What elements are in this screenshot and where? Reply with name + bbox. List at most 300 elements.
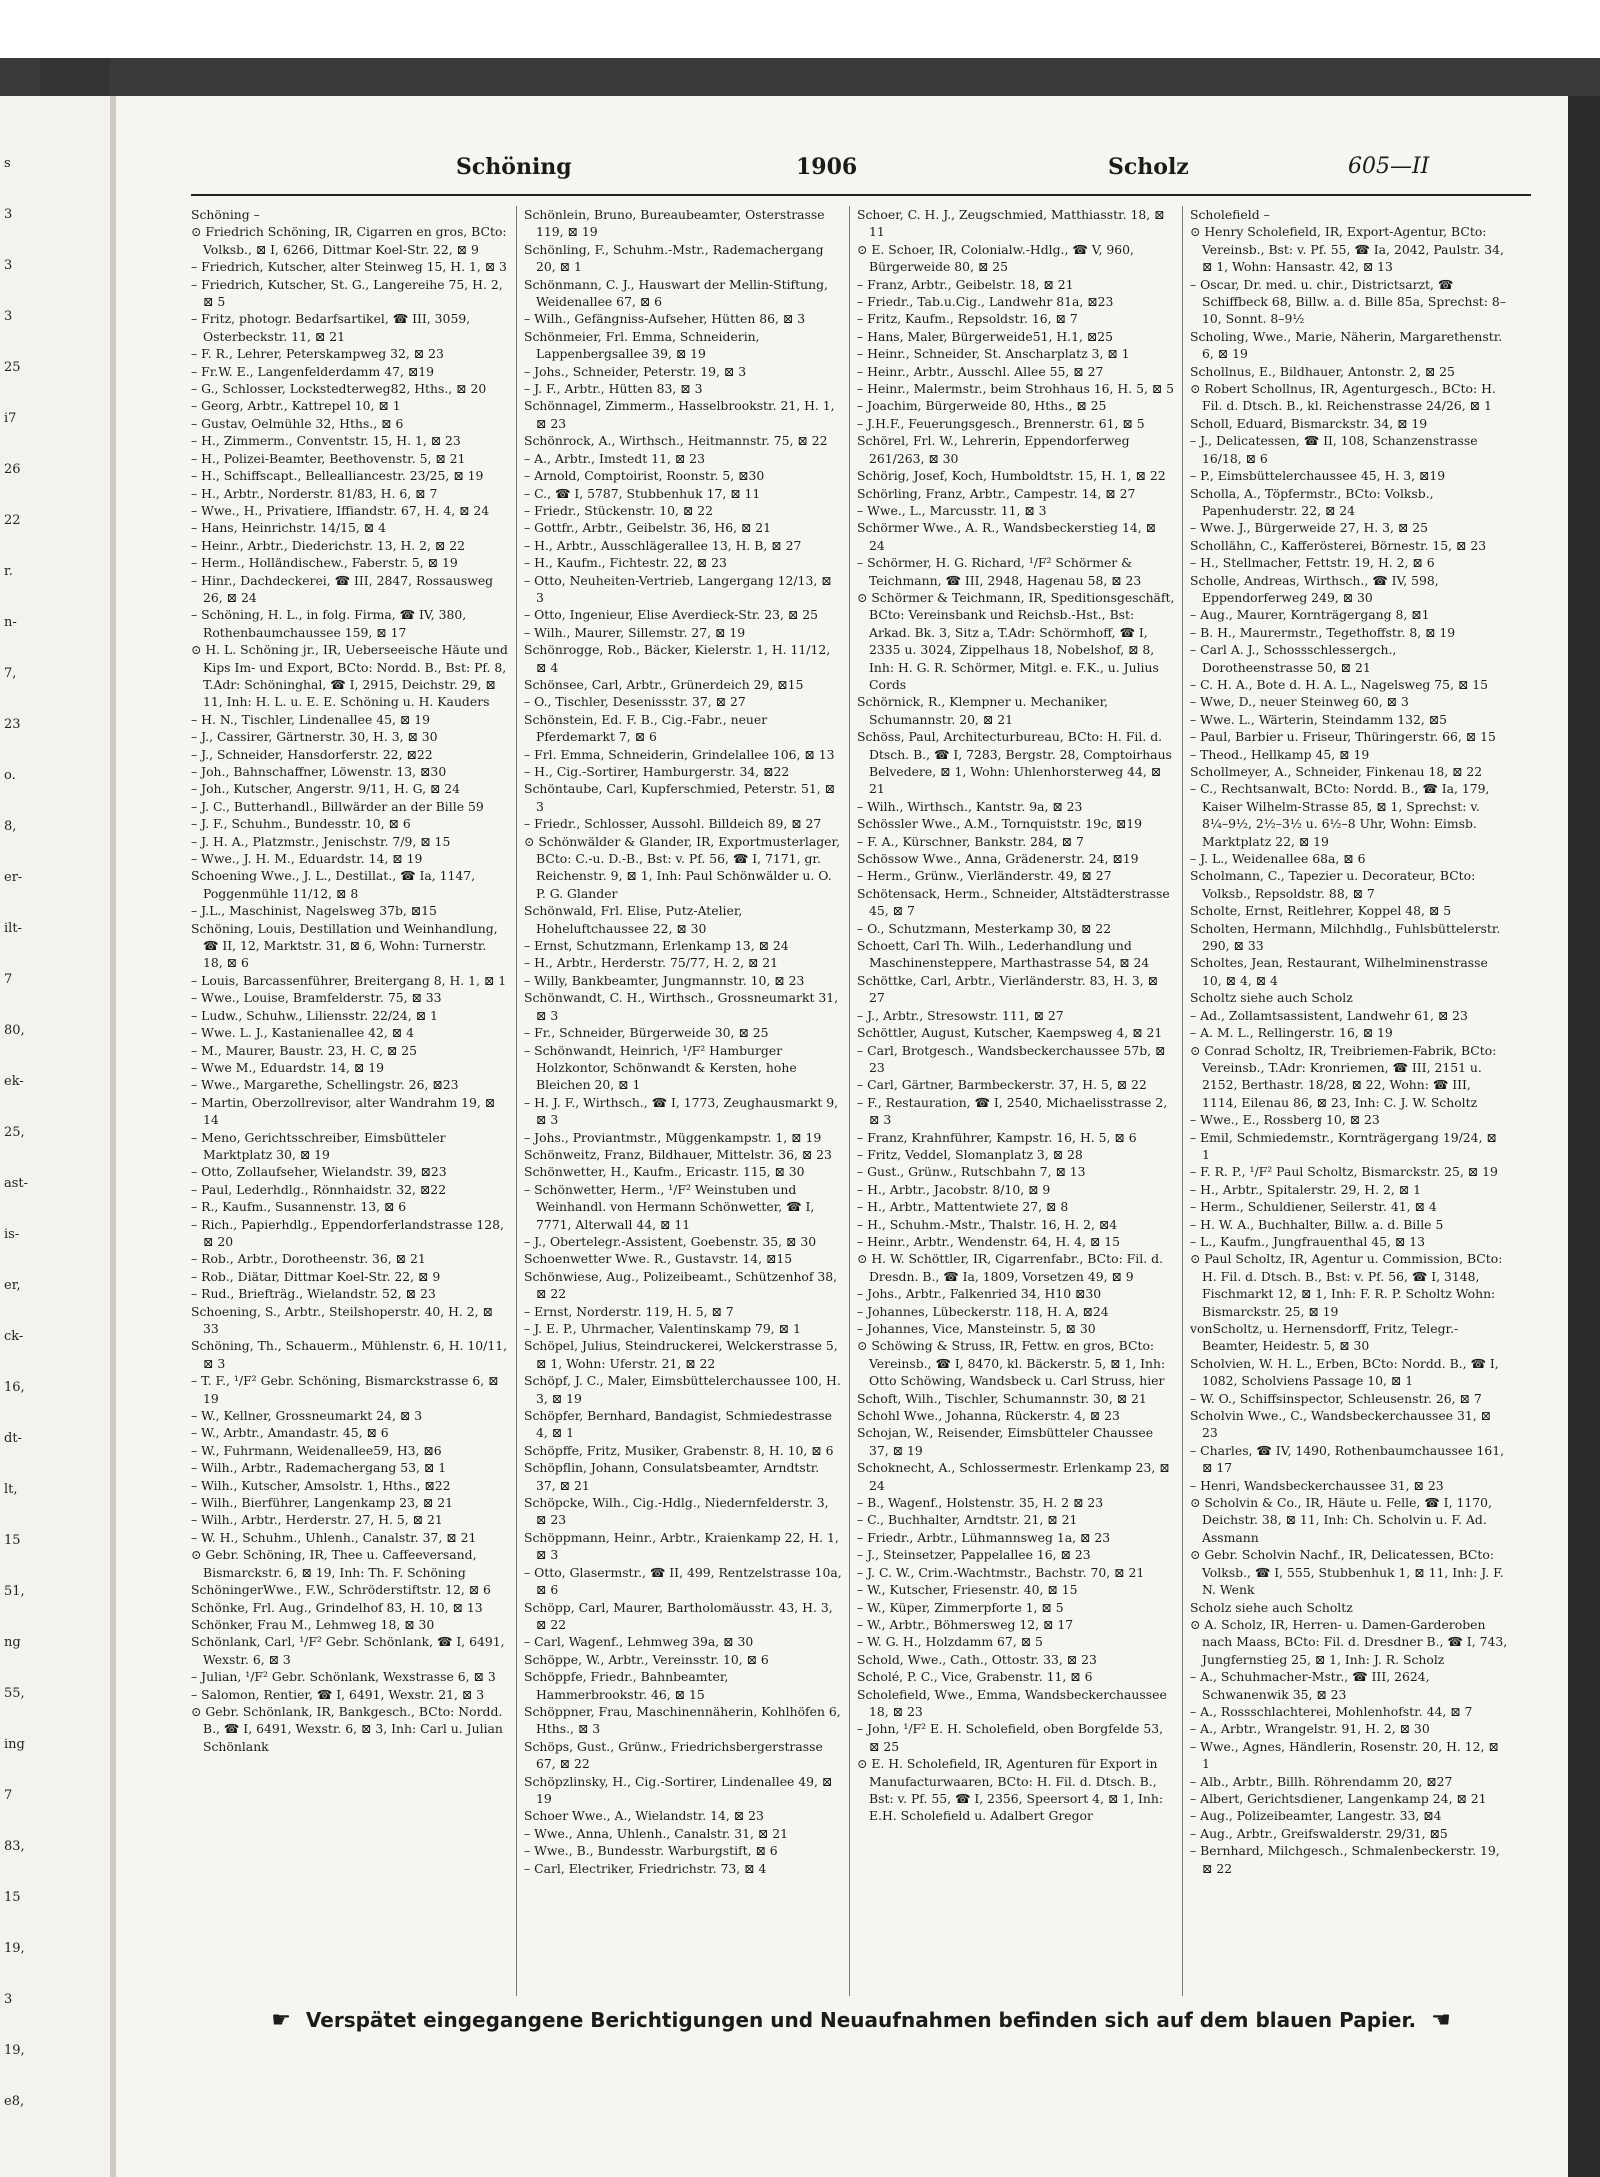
directory-entry: Schöning, Th., Schauerm., Mühlenstr. 6, H. 10/11, ⊠ 3 [191,1338,508,1371]
previous-page-fragment: ng [4,1635,21,1650]
directory-entry: – W. G. H., Holzdamm 67, ⊠ 5 [857,1634,1043,1650]
directory-entry: Schoening, S., Arbtr., Steilshoperstr. 40, H. 2, ⊠ 33 [191,1303,493,1336]
directory-entry: – J., Obertelegr.-Assistent, Goebenstr. 35, ⊠ 30 [524,1233,817,1249]
directory-entry: – B. H., Maurermstr., Tegethoffstr. 8, ⊠ 19 [1190,624,1456,640]
directory-entry: – Friedr., Stückenstr. 10, ⊠ 22 [524,502,713,518]
directory-entry: – G., Schlosser, Lockstedterweg82, Hths., ⊠ 20 [191,381,487,397]
directory-entry: Schöpcke, Wilh., Cig.-Hdlg., Niedernfelderstr. 3, ⊠ 23 [524,1495,829,1528]
previous-page-fragment: 26 [4,462,21,477]
directory-entry: – Ad., Zollamtsassistent, Landwehr 61, ⊠ 23 [1190,1007,1468,1023]
directory-entry: – Wilh., Wirthsch., Kantstr. 9a, ⊠ 23 [857,798,1083,814]
directory-entry: Schönrogge, Rob., Bäcker, Kielerstr. 1, H. 11/12, ⊠ 4 [524,642,831,675]
directory-entry: – Wilh., Gefängniss-Aufseher, Hütten 86, ⊠ 3 [524,311,806,327]
previous-page-fragment: r. [4,564,13,579]
directory-entry: Scholla, A., Töpfermstr., BCto: Volksb., Papenhuderstr. 22, ⊠ 24 [1190,485,1434,518]
directory-entry: Schöning – [191,207,260,222]
directory-entry: – Arnold, Comptoirist, Roonstr. 5, ⊠30 [524,468,765,484]
column-divider [849,206,850,1996]
directory-entry: – Heinr., Arbtr., Diederichstr. 13, H. 2, ⊠ 22 [191,537,466,553]
directory-entry: vonScholtz, u. Hernensdorff, Fritz, Telegr.-Beamter, Heidestr. 5, ⊠ 30 [1190,1321,1459,1354]
directory-entry: – Otto, Glasermstr., ☎ II, 499, Rentzelstrasse 10a, ⊠ 6 [524,1564,842,1598]
directory-entry: – A., Arbtr., Wrangelstr. 91, H. 2, ⊠ 30 [1190,1721,1430,1737]
directory-entry: ⊙ Scholvin & Co., IR, Häute u. Felle, ☎ I, 1170, Deichstr. 38, ⊠ 11, Inh: Ch. Scholvin u. F. Ad. Assmann [1190,1495,1492,1545]
directory-entry: – Wwe M., Eduardstr. 14, ⊠ 19 [191,1059,384,1075]
directory-entry: Schönlein, Bruno, Bureaubeamter, Osterstrasse 119, ⊠ 19 [524,207,825,240]
footer-text: Verspätet eingegangene Berichtigungen und Neuaufnahmen befinden sich auf dem blauen Papier. [305,2008,1417,2032]
directory-entry: – Wilh., Arbtr., Herderstr. 27, H. 5, ⊠ 21 [191,1512,443,1528]
directory-entry: ⊙ Gebr. Schöning, IR, Thee u. Caffeeversand, Bismarckstr. 6, ⊠ 19, Inh: Th. F. Schöning [191,1547,477,1580]
directory-entry: Schönwetter, H., Kaufm., Ericastr. 115, ⊠ 30 [524,1164,805,1180]
directory-entry: Schönmeier, Frl. Emma, Schneiderin, Lappenbergsallee 39, ⊠ 19 [524,328,760,362]
directory-entry: – J.H.F., Feuerungsgesch., Brennerstr. 61, ⊠ 5 [857,415,1145,431]
directory-entry: Scholing, Wwe., Marie, Näherin, Margarethenstr. 6, ⊠ 19 [1190,328,1503,362]
directory-entry: Schoknecht, A., Schlosserme​str. Erlenkamp 23, ⊠ 24 [857,1460,1170,1493]
directory-entry: Scholtes, Jean, Restaurant, Wilhelminenstrasse 10, ⊠ 4, ⊠ 4 [1190,955,1488,988]
directory-entry: Schönker, Frau M., Lehmweg 18, ⊠ 30 [191,1616,435,1632]
directory-entry: Schöppe, W., Arbtr., Vereinsstr. 10, ⊠ 6 [524,1651,769,1667]
previous-page-fragment: 51, [4,1584,25,1599]
directory-entry: Schöpfer, Bernhard, Bandagist, Schmiedestrasse 4, ⊠ 1 [524,1408,832,1441]
directory-entry: Schollnus, E., Bildhauer, Antonstr. 2, ⊠ 25 [1190,363,1455,379]
directory-entry: – H., Arbtr., Spitalerstr. 29, H. 2, ⊠ 1 [1190,1181,1421,1197]
directory-entry: ⊙ Schönwälder & Glander, IR, Exportmusterlager, BCto: C.-u. D.-B., Bst: v. Pf. 56, ☎ I, 7171, gr. Reichenstr. 9, ⊠ 1, Inh: Paul Schönwälder u. O. P. G. Glander [524,833,841,901]
directory-entry: Schönweitz, Franz, Bildhauer, Mittelstr. 36, ⊠ 23 [524,1146,832,1162]
directory-entry: Schoenwetter Wwe. R., Gustavstr. 14, ⊠15 [524,1251,793,1267]
directory-entry: – H., Arbtr., Ausschlägerallee 13, H. B, ⊠ 27 [524,537,802,553]
directory-entry: – John, ¹/F² E. H. Scholefield, oben Borgfelde 53, ⊠ 25 [857,1721,1164,1754]
directory-entry: – Aug., Polizeibeamter, Langestr. 33, ⊠4 [1190,1808,1442,1824]
directory-entry: – H., Schiffscapt., Bellealliancestr. 23/25, ⊠ 19 [191,468,484,484]
directory-entry: – A., Schuhmacher-Mstr., ☎ III, 2624, Schwanenwik 35, ⊠ 23 [1190,1669,1430,1702]
running-header [116,154,1568,194]
directory-entry: Schöpflin, Johann, Consulatsbeamter, Arndtstr. 37, ⊠ 21 [524,1460,820,1493]
directory-entry: – Wilh., Bierführer, Langenkamp 23, ⊠ 21 [191,1495,454,1511]
directory-entry: – Rud., Briefträg., Wielandstr. 52, ⊠ 23 [191,1286,436,1302]
directory-entry: – J. C., Butterhandl., Billwärder an der Bille 59 [191,798,484,814]
column-divider [1182,206,1183,1996]
directory-entry: Schönwiese, Aug., Polizeibeamt., Schützenhof 38, ⊠ 22 [524,1268,838,1302]
directory-entry: – W., Küper, Zimmerpforte 1, ⊠ 5 [857,1599,1064,1615]
directory-entry: – O., Schutzmann, Mesterkamp 30, ⊠ 22 [857,920,1112,936]
directory-entry: – Wwe., Anna, Uhlenh., Canalstr. 31, ⊠ 21 [524,1825,788,1841]
directory-entry: – Carl, Wagenf., Lehmweg 39a, ⊠ 30 [524,1634,754,1650]
directory-entry: – Martin, Oberzollrevisor, alter Wandrahm 19, ⊠ 14 [191,1094,496,1128]
directory-entry: Schötensack, Herm., Schneider, Altstädterstrasse 45, ⊠ 7 [857,885,1170,919]
directory-entry: – Rich., Papierhdlg., Eppendorferlandstrasse 128, ⊠ 20 [191,1216,504,1249]
directory-entry: – Johs., Proviantmstr., Müggenkampstr. 1, ⊠ 19 [524,1129,822,1145]
directory-entry: – Wwe., B., Bundesstr. Warburgstift, ⊠ 6 [524,1843,778,1859]
directory-entry: Scholle, Andreas, Wirthsch., ☎ IV, 598, Eppendorferweg 249, ⊠ 30 [1190,572,1439,605]
directory-entry: Schoening Wwe., J. L., Destillat., ☎ Ia, 1147, Poggenmühle 11/12, ⊠ 8 [191,868,476,901]
directory-entry: – Wilh., Maurer, Sillemstr. 27, ⊠ 19 [524,624,746,640]
pointing-hand-icon: ☚ [1431,2008,1451,2033]
directory-entry: – Heinr., Arbtr., Ausschl. Allee 55, ⊠ 27 [857,363,1104,379]
directory-entry: Schoer Wwe., A., Wielandstr. 14, ⊠ 23 [524,1808,764,1824]
directory-entry: Schöning, Louis, Destillation und Weinhandlung, ☎ II, 12, Marktstr. 31, ⊠ 6, Wohn: Turnerstr. 18, ⊠ 6 [191,920,498,971]
directory-entry: Schössow Wwe., Anna, Grädenerstr. 24, ⊠19 [857,851,1139,867]
column-4 [1190,206,1508,1996]
directory-entry: – Schöning, H. L., in folg. Firma, ☎ IV, 380, Rothenbaumchaussee 159, ⊠ 17 [191,607,467,640]
directory-entry: – Johannes, Vice, Mansteinstr. 5, ⊠ 30 [857,1321,1096,1336]
directory-entry: Scholé, P. C., Vice, Grabenstr. 11, ⊠ 6 [857,1669,1093,1685]
previous-page-fragment: 19, [4,2043,25,2058]
directory-entry: – J., Arbtr., Stresowstr. 111, ⊠ 27 [857,1007,1064,1023]
previous-page-fragment: ek- [4,1074,24,1089]
directory-entry: Schöttke, Carl, Arbtr., Vierländerstr. 83, H. 3, ⊠ 27 [857,972,1159,1006]
directory-entry: – C., Buchhalter, Arndtstr. 21, ⊠ 21 [857,1512,1078,1528]
directory-entry: – Oscar, Dr. med. u. chir., Districtsarzt, ☎ Schiffbeck 68, Billw. a. d. Bille 85a, Sprechst: 8–10, Sonnt. 8–9½ [1190,276,1506,327]
directory-entry: – Hinr., Dachdeckerei, ☎ III, 2847, Rossausweg 26, ⊠ 24 [191,572,494,605]
directory-entry: Schöttler, August, Kutscher, Kaempsweg 4, ⊠ 21 [857,1025,1163,1041]
directory-entry: – H., Polizei-Beamter, Beethovenstr. 5, ⊠ 21 [191,450,466,466]
previous-page-fragment: n- [4,615,17,630]
directory-entry: Schönsee, Carl, Arbtr., Grünerdeich 29, ⊠15 [524,676,804,692]
previous-page-fragment: is- [4,1227,20,1242]
directory-entry: – Wwe. L., Wärterin, Steindamm 132, ⊠5 [1190,711,1448,727]
scan-dark-corner [40,58,110,96]
directory-entry: – Schönwetter, Herm., ¹/F² Weinstuben und Weinhandl. von Hermann Schönwetter, ☎ I, 7771, Alterwall 44, ⊠ 11 [524,1181,815,1232]
directory-entry: – H. W. A., Buchhalter, Billw. a. d. Bille 5 [1190,1216,1444,1232]
directory-entry: – C. H. A., Bote d. H. A. L., Nagelsweg 75, ⊠ 15 [1190,676,1489,692]
directory-entry: Schöpzlinsky, H., Cig.-Sortirer, Lindenallee 49, ⊠ 19 [524,1773,833,1806]
directory-entry: – Heinr., Arbtr., Wendenstr. 64, H. 4, ⊠ 15 [857,1233,1120,1249]
previous-page-fragment: 15 [4,1533,21,1548]
directory-entry: Schollmeyer, A., Schneider, Finkenau 18, ⊠ 22 [1190,764,1483,779]
directory-entry: – Ernst, Norderstr. 119, H. 5, ⊠ 7 [524,1303,734,1319]
directory-entry: Schöpffe, Fritz, Musiker, Grabenstr. 8, H. 10, ⊠ 6 [524,1442,834,1458]
previous-page-fragment: ilt- [4,921,22,936]
directory-page [116,96,1568,2177]
header-last-entry: Scholz [1108,154,1189,180]
directory-entry: – B., Wagenf., Holstenstr. 35, H. 2 ⊠ 23 [857,1495,1104,1511]
directory-entry: Schold, Wwe., Cath., Ottostr. 33, ⊠ 23 [857,1651,1097,1667]
directory-entry: – J. E. P., Uhrmacher, Valentinskamp 79, ⊠ 1 [524,1321,801,1336]
directory-entry: – Johs., Schneider, Peterstr. 19, ⊠ 3 [524,363,747,379]
directory-entry: – Rob., Arbtr., Dorotheenstr. 36, ⊠ 21 [191,1251,426,1267]
directory-entry: – Joh., Bahnschaffner, Löwenstr. 13, ⊠30 [191,764,447,779]
directory-entry: – Fritz, Kaufm., Repsoldstr. 16, ⊠ 7 [857,311,1078,327]
directory-entry: ⊙ H. L. Schöning jr., IR, Ueberseeische Häute und Kips Im- und Export, BCto: Nordd. B., Bst: Pf. 8, T.Adr: Schöninghal, ☎ I, 2915, Deichstr. 29, ⊠ 11, Inh: H. L. u. E. E. Schöning u. H. Kauders [191,642,508,710]
directory-entry: Schohl Wwe., Johanna, Rückerstr. 4, ⊠ 23 [857,1408,1120,1424]
directory-entry: – W., Kutscher, Friesenstr. 40, ⊠ 15 [857,1582,1078,1598]
previous-page-fragment: ck- [4,1329,24,1344]
column-3 [857,206,1175,1996]
header-first-entry: Schöning [456,154,572,180]
directory-entry: Schörmer Wwe., A. R., Wandsbeckerstieg 14, ⊠ 24 [857,520,1157,553]
directory-entry: Schöps, Gust., Grünw., Friedrichsbergerstrasse 67, ⊠ 22 [524,1738,823,1772]
directory-entry: – W., Kellner, Grossneumarkt 24, ⊠ 3 [191,1408,423,1424]
directory-entry: – Fritz, photogr. Bedarfsartikel, ☎ III, 3059, Osterbeckstr. 11, ⊠ 21 [191,311,471,344]
directory-entry: Schöppner, Frau, Maschinennäherin, Kohlhöfen 6, Hths., ⊠ 3 [524,1703,841,1737]
directory-entry: – Wwe., L., Marcusstr. 11, ⊠ 3 [857,502,1047,518]
directory-entry: – R., Kaufm., Susannenstr. 13, ⊠ 6 [191,1199,407,1215]
directory-entry: – Emil, Schmiedemstr., Kornträgergang 19/24, ⊠ 1 [1190,1129,1497,1162]
directory-entry: – Wwe., Agnes, Händlerin, Rosenstr. 20, H. 12, ⊠ 1 [1190,1738,1499,1772]
previous-page-fragment: er, [4,1278,21,1293]
directory-entry: – Heinr., Schneider, St. Anscharplatz 3, ⊠ 1 [857,346,1130,362]
previous-page-fragment: 3 [4,207,13,222]
directory-entry: Schönlank, Carl, ¹/F² Gebr. Schönlank, ☎ I, 6491, Wexstr. 6, ⊠ 3 [191,1634,505,1667]
directory-entry: – T. F., ¹/F² Gebr. Schöning, Bismarckstrasse 6, ⊠ 19 [191,1373,499,1406]
directory-entry: – Gustav, Oelmühle 32, Hths., ⊠ 6 [191,415,404,431]
previous-page-fragment: 7 [4,972,13,987]
directory-entry: ⊙ H. W. Schöttler, IR, Cigarrenfabr., BCto: Fil. d. Dresdn. B., ☎ Ia, 1809, Vorsetzen 49, ⊠ 9 [857,1251,1163,1284]
directory-entry: – Henri, Wandsbeckerchaussee 31, ⊠ 23 [1190,1477,1444,1493]
directory-entry: – Carl A. J., Schossschlessergch., Dorotheenstrasse 50, ⊠ 21 [1190,642,1397,675]
directory-entry: – W., Fuhrmann, Weidenallee59, H3, ⊠6 [191,1442,442,1458]
directory-entry: – Wwe., E., Rossberg 10, ⊠ 23 [1190,1112,1380,1128]
directory-entry: – Aug., Maurer, Kornträgergang 8, ⊠1 [1190,607,1430,623]
directory-entry: – Ludw., Schuhw., Liliensstr. 22/24, ⊠ 1 [191,1007,438,1023]
directory-entry: Schoett, Carl Th. Wilh., Lederhandlung und Maschinensteppere, Marthastrasse 54, ⊠ 24 [857,938,1150,971]
previous-page-fragment: 3 [4,309,13,324]
previous-page-fragment: e8, [4,2094,25,2109]
directory-entry: Schöntaube, Carl, Kupferschmied, Peterstr. 51, ⊠ 3 [524,781,835,814]
directory-entry: ⊙ Friedrich Schöning, IR, Cigarren en gros, BCto: Volksb., ⊠ I, 6266, Dittmar Koel-Str. 22, ⊠ 9 [191,224,507,257]
directory-entry: – Johs., Arbtr., Falkenried 34, H10 ⊠30 [857,1286,1102,1302]
directory-entry: – J. F., Arbtr., Hütten 83, ⊠ 3 [524,381,703,397]
previous-page-fragment: er- [4,870,23,885]
previous-page-fragment: 23 [4,717,21,732]
directory-entry: – Johannes, Lübeckerstr. 118, H. A, ⊠24 [857,1303,1109,1319]
directory-entry: – J., Schneider, Hansdorferstr. 22, ⊠22 [191,746,433,762]
directory-entry: – H., Zimmerm., Conventstr. 15, H. 1, ⊠ 23 [191,433,461,449]
directory-entry: – H., Kaufm., Fichtestr. 22, ⊠ 23 [524,555,727,571]
directory-entry: – J. F., Schuhm., Bundesstr. 10, ⊠ 6 [191,816,411,832]
directory-entry: Scholvien, W. H. L., Erben, BCto: Nordd. B., ☎ I, 1082, Scholviens Passage 10, ⊠ 1 [1190,1355,1499,1389]
directory-entry: – J. H. A., Platzmstr., Jenischstr. 7/9, ⊠ 15 [191,833,451,849]
directory-entry: – Herm., Holländischew., Faberstr. 5, ⊠ 19 [191,555,458,571]
previous-page-fragment: 80, [4,1023,25,1038]
scan-right-edge [1568,96,1600,2177]
directory-entry: – Bernhard, Milchgesch., Schmalenbeckerstr. 19, ⊠ 22 [1190,1843,1500,1876]
directory-entry: – Gust., Grünw., Rutschbahn 7, ⊠ 13 [857,1164,1086,1180]
directory-entry: ⊙ Schöwing & Struss, IR, Fettw. en gros, BCto: Vereinsb., ☎ I, 8470, kl. Bäckerstr. 5, ⊠ 1, Inh: Otto Schöwing, Wandsbeck u. Carl Struss, hier [857,1338,1166,1389]
header-year: 1906 [796,154,858,180]
directory-entry: – Albert, Gerichtsdiener, Langenkamp 24, ⊠ 21 [1190,1790,1487,1806]
directory-entry: Schöss, Paul, Architecturbureau, BCto: H. Fil. d. Dtsch. B., ☎ I, 7283, Bergstr. 28, Comptoirhaus Belvedere, ⊠ 1, Wohn: Uhlenhorsterweg 44, ⊠ 21 [857,729,1172,797]
directory-entry: Schönke, Frl. Aug., Grindelhof 83, H. 10, ⊠ 13 [191,1599,483,1615]
previous-page-fragment: o. [4,768,16,783]
directory-entry: – Fritz, Veddel, Slomanplatz 3, ⊠ 28 [857,1146,1083,1162]
header-rule [191,194,1531,196]
directory-entry: – A., Arbtr., Imstedt 11, ⊠ 23 [524,450,705,466]
directory-entry: Schöpf, J. C., Maler, Eimsbüttelerchaussee 100, H. 3, ⊠ 19 [524,1373,841,1406]
directory-entry: – Carl, Electriker, Friedrichstr. 73, ⊠ 4 [524,1860,767,1876]
previous-page-fragment: 55, [4,1686,25,1701]
previous-page-fragment: i7 [4,411,17,426]
previous-page-fragment: 19, [4,1941,25,1956]
directory-entry: – Wilh., Arbtr., Rademachergang 53, ⊠ 1 [191,1460,447,1476]
directory-entry: ⊙ Schörmer & Teichmann, IR, Speditionsgeschäft, BCto: Vereinsbank und Reichsb.-Hst., Bst: Arkad. Bk. 3, Sitz a, T.Adr: Schörmhoff, ☎ I, 2335 u. 3024, Zippelhaus 18, Nobelshof, ⊠ 8, Inh: H. G. R. Schörmer, Mitgl. e. F.K., u. Julius Cords [857,589,1175,692]
directory-entry: Schörel, Frl. W., Lehrerin, Eppendorferweg 261/263, ⊠ 30 [857,433,1130,466]
previous-page-fragment: 7, [4,666,17,681]
directory-entry: SchöningerWwe., F.W., Schröderstiftstr. 12, ⊠ 6 [191,1582,491,1598]
directory-entry: – Alb., Arbtr., Billh. Röhrendamm 20, ⊠27 [1190,1773,1453,1789]
directory-entry: Schöppfe, Friedr., Bahnbeamter, Hammerbrookstr. 46, ⊠ 15 [524,1669,729,1702]
directory-entry: Scholefield – [1190,207,1270,222]
directory-entry: Schönrock, A., Wirthsch., Heitmannstr. 75, ⊠ 22 [524,433,828,449]
directory-entry: – J., Steinsetzer, Pappelallee 16, ⊠ 23 [857,1547,1091,1563]
directory-entry: – J. C. W., Crim.-Wachtmstr., Bachstr. 70, ⊠ 21 [857,1564,1145,1580]
previous-page-fragment: 15 [4,1890,21,1905]
previous-page-fragment: 25 [4,360,21,375]
directory-entry: – Paul, Lederhdlg., Rönnhaidstr. 32, ⊠22 [191,1181,447,1197]
directory-entry: ⊙ Henry Scholefield, IR, Export-Agentur, BCto: Vereinsb., Bst: v. Pf. 55, ☎ Ia, 2042, Paulstr. 34, ⊠ 1, Wohn: Hansastr. 42, ⊠ 13 [1190,224,1504,275]
directory-entry: – J., Delicatessen, ☎ II, 108, Schanzenstrasse 16/18, ⊠ 6 [1190,433,1478,466]
directory-entry: Schönmann, C. J., Hauswart der Mellin-Stiftung, Weidenallee 67, ⊠ 6 [524,276,828,310]
directory-entry: ⊙ A. Scholz, IR, Herren- u. Damen-Garderoben nach Maass, BCto: Fil. d. Dresdner B., ☎ I, 743, Jungfernstieg 25, ⊠ 1, Inh: J. R. Scholz [1190,1616,1508,1667]
previous-page-fragment: s [4,156,11,171]
directory-entry: – Louis, Barcassenführer, Breitergang 8, H. 1, ⊠ 1 [191,972,507,988]
directory-entry: – Schönwandt, Heinrich, ¹/F² Hamburger Holzkontor, Schönwandt & Kersten, hohe Bleichen 20, ⊠ 1 [524,1042,797,1093]
directory-entry: – Otto, Neuheiten-Vertrieb, Langergang 12/13, ⊠ 3 [524,572,832,605]
directory-entry: Schoer, C. H. J., Zeugschmied, Matthiasstr. 18, ⊠ 11 [857,207,1165,240]
previous-page-fragment: 83, [4,1839,25,1854]
directory-entry: Schörnick, R., Klempner u. Mechaniker, Schumannstr. 20, ⊠ 21 [857,694,1109,727]
previous-page-edge [0,96,110,2177]
directory-entry: – Aug., Arbtr., Greifswalderstr. 29/31, ⊠5 [1190,1825,1448,1841]
directory-entry: – Rob., Diätar, Dittmar Koel-Str. 22, ⊠ 9 [191,1268,441,1284]
directory-entry: – Wwe., H., Privatiere, Iffiandstr. 67, H. 4, ⊠ 24 [191,502,490,518]
directory-entry: – Franz, Arbtr., Geibelstr. 18, ⊠ 21 [857,276,1074,292]
previous-page-fragment: lt, [4,1482,18,1497]
directory-entry: – Wwe, D., neuer Steinweg 60, ⊠ 3 [1190,694,1409,710]
directory-entry: Schöppmann, Heinr., Arbtr., Kraienkamp 22, H. 1, ⊠ 3 [524,1529,839,1563]
directory-entry: – W., Arbtr., Amandastr. 45, ⊠ 6 [191,1425,389,1441]
directory-entry: – Herm., Schuldiener, Seilerstr. 41, ⊠ 4 [1190,1199,1437,1215]
column-2 [524,206,842,1996]
directory-entry: – Wwe. L. J., Kastanienallee 42, ⊠ 4 [191,1025,415,1041]
directory-entry: Scholten, Hermann, Milchhdlg., Fuhlsbüttelerstr. 290, ⊠ 33 [1190,920,1501,954]
directory-entry: – W. H., Schuhm., Uhlenh., Canalstr. 37, ⊠ 21 [191,1529,477,1545]
directory-entry: ⊙ E. Schoer, IR, Colonialw.-Hdlg., ☎ V, 960, Bürgerweide 80, ⊠ 25 [857,241,1134,275]
directory-entry: – Gottfr., Arbtr., Geibelstr. 36, H6, ⊠ 21 [524,520,772,536]
directory-entry: – H., Schuhm.-Mstr., Thalstr. 16, H. 2, ⊠4 [857,1216,1118,1232]
directory-entry: – F. R. P., ¹/F² Paul Scholtz, Bismarckstr. 25, ⊠ 19 [1190,1164,1498,1180]
directory-entry: – H., Arbtr., Norderstr. 81/83, H. 6, ⊠ 7 [191,485,438,501]
directory-entry: – Heinr., Malermstr., beim Strohhaus 16, H. 5, ⊠ 5 [857,381,1175,397]
directory-entry: – Friedr., Schlosser, Aussohl. Billdeich 89, ⊠ 27 [524,816,822,832]
directory-entry: – H., Arbtr., Mattentwiete 27, ⊠ 8 [857,1199,1069,1215]
previous-page-fragment: 7 [4,1788,13,1803]
directory-entry: – W. O., Schiffsinspector, Schleusenstr. 26, ⊠ 7 [1190,1390,1482,1406]
directory-entry: – Friedr., Arbtr., Lühmannsweg 1a, ⊠ 23 [857,1529,1111,1545]
directory-entry: – Willy, Bankbeamter, Jungmannstr. 10, ⊠ 23 [524,972,805,988]
directory-entry: Schörig, Josef, Koch, Humboldtstr. 15, H. 1, ⊠ 22 [857,468,1166,484]
directory-entry: – Charles, ☎ IV, 1490, Rothenbaumchaussee 161, ⊠ 17 [1190,1442,1505,1476]
directory-entry: Scholz siehe auch Scholtz [1190,1599,1353,1615]
directory-entry: ⊙ E. H. Scholefield, IR, Agenturen für Export in Manufacturwaaren, BCto: H. Fil. d. Dtsch. B., Bst: v. Pf. 55, ☎ I, 2356, Speersort 4, ⊠ 1, Inh: E.H. Scholefield u. Adalbert Gregor [857,1756,1164,1824]
directory-entry: Schöpp, Carl, Maurer, Bartholomäusstr. 43, H. 3, ⊠ 22 [524,1599,833,1632]
directory-entry: Scholte, Ernst, Reitlehrer, Koppel 48, ⊠ 5 [1190,903,1452,919]
directory-entry: Schollähn, C., Kafferösterei, Börnestr. 15, ⊠ 23 [1190,537,1487,553]
page-number: 605—II [1348,154,1430,179]
directory-entry: – Wwe. J., Bürgerweide 27, H. 3, ⊠ 25 [1190,520,1428,536]
directory-entry: – Herm., Grünw., Vierländerstr. 49, ⊠ 27 [857,868,1112,884]
directory-entry: – Joachim, Bürgerweide 80, Hths., ⊠ 25 [857,398,1107,414]
directory-entry: – C., ☎ I, 5787, Stubbenhuk 17, ⊠ 11 [524,485,761,501]
directory-entry: – Otto, Ingenieur, Elise Averdieck-Str. 23, ⊠ 25 [524,607,819,623]
directory-entry: – J. L., Weidenallee 68a, ⊠ 6 [1190,851,1366,867]
previous-page-fragment: 25, [4,1125,25,1140]
directory-entry: – F. R., Lehrer, Peterskampweg 32, ⊠ 23 [191,346,444,362]
previous-page-fragment: 8, [4,819,17,834]
directory-entry: – Frl. Emma, Schneiderin, Grindelallee 106, ⊠ 13 [524,746,835,762]
directory-entry: ⊙ Robert Schollnus, IR, Agenturgesch., BCto: H. Fil. d. Dtsch. B., kl. Reichenstrasse 24/26, ⊠ 1 [1190,381,1496,414]
directory-entry: – Joh., Kutscher, Angerstr. 9/11, H. G, ⊠ 24 [191,781,461,797]
directory-entry: – Fr., Schneider, Bürgerweide 30, ⊠ 25 [524,1025,769,1041]
directory-entry: – C., Rechtsanwalt, BCto: Nordd. B., ☎ Ia, 179, Kaiser Wilhelm-Strasse 85, ⊠ 1, Sprechst: v. 8¼–9½, 2½–3½ u. 6½–8 Uhr, Wohn: Eimsb. Marktplatz 22, ⊠ 19 [1190,781,1490,849]
directory-entry: Scholtz siehe auch Scholz [1190,990,1353,1006]
directory-entry: Schönnagel, Zimmerm., Hasselbrookstr. 21, H. 1, ⊠ 23 [524,398,835,431]
pointing-hand-icon: ☛ [271,2008,291,2033]
directory-entry: ⊙ Conrad Scholtz, IR, Treibriemen-Fabrik, BCto: Vereinsb., T.Adr: Kronriemen, ☎ III, 2151 u. 2152, Berthastr. 18/28, ⊠ 22, Wohn: ☎ III, 1114, Eilenau 86, ⊠ 23, Inh: C. J. W. Scholtz [1190,1042,1497,1110]
previous-page-fragment: ing [4,1737,25,1752]
directory-entry: Schössler Wwe., A.M., Tornquiststr. 19c, ⊠19 [857,816,1143,832]
directory-entry: – Hans, Heinrichstr. 14/15, ⊠ 4 [191,520,386,536]
directory-entry: – Schörmer, H. G. Richard, ¹/F² Schörmer & Teichmann, ☎ III, 2948, Hagenau 58, ⊠ 23 [857,555,1142,588]
directory-entry: Scholvin Wwe., C., Wandsbeckerchaussee 31, ⊠ 23 [1190,1408,1491,1441]
directory-entry: – Carl, Brotgesch., Wandsbeckerchaussee 57b, ⊠ 23 [857,1042,1166,1075]
directory-entry: – Wwe., Louise, Bramfelderstr. 75, ⊠ 33 [191,990,442,1006]
directory-entry: Scholl, Eduard, Bismarckstr. 34, ⊠ 19 [1190,415,1428,431]
directory-entry: Schoft, Wilh., Tischler, Schumannstr. 30, ⊠ 21 [857,1390,1147,1406]
directory-entry: – Salomon, Rentier, ☎ I, 6491, Wexstr. 21, ⊠ 3 [191,1686,485,1702]
directory-entry: – Friedr., Tab.u.Cig., Landwehr 81a, ⊠23 [857,294,1114,310]
directory-entry: – Georg, Arbtr., Kattrepel 10, ⊠ 1 [191,398,401,414]
directory-entry: – O., Tischler, Desenissstr. 37, ⊠ 27 [524,694,746,710]
directory-entry: – Friedrich, Kutscher, St. G., Langereihe 75, H. 2, ⊠ 5 [191,276,503,310]
directory-entry: – A. M. L., Rellingerstr. 16, ⊠ 19 [1190,1025,1393,1041]
previous-page-fragment: ast- [4,1176,29,1191]
directory-entry: Schojan, W., Reisender, Eimsbütteler Chaussee 37, ⊠ 19 [857,1425,1154,1458]
directory-entry: – Hans, Maler, Bürgerweide51, H.1, ⊠25 [857,328,1114,344]
directory-entry: – Wilh., Kutscher, Amsolstr. 1, Hths., ⊠22 [191,1477,451,1493]
directory-entry: – H., Cig.-Sortirer, Hamburgerstr. 34, ⊠22 [524,764,790,779]
directory-entry: ⊙ Gebr. Schönlank, IR, Bankgesch., BCto: Nordd. B., ☎ I, 6491, Wexstr. 6, ⊠ 3, Inh: Carl u. Julian Schönlank [191,1703,503,1754]
directory-entry: Schönwandt, C. H., Wirthsch., Grossneumarkt 31, ⊠ 3 [524,990,839,1023]
directory-entry: Schönstein, Ed. F. B., Cig.-Fabr., neuer Pferdemarkt 7, ⊠ 6 [524,711,768,745]
directory-entry: – J.L., Maschinist, Nagelsweg 37b, ⊠15 [191,903,437,919]
directory-entry: ⊙ Paul Scholtz, IR, Agentur u. Commission, BCto: H. Fil. d. Dtsch. B., Bst: v. Pf. 56, ☎ I, 3148, Fischmarkt 12, ⊠ 1, Inh: F. R. P. Scholtz Wohn: Bismarckstr. 25, ⊠ 19 [1190,1251,1503,1319]
previous-page-fragment: 16, [4,1380,25,1395]
directory-entry: – F. A., Kürschner, Bankstr. 284, ⊠ 7 [857,833,1084,849]
directory-entry: – Friedrich, Kutscher, alter Steinweg 15, H. 1, ⊠ 3 [191,259,507,275]
directory-entry: – J., Cassirer, Gärtnerstr. 30, H. 3, ⊠ 30 [191,729,438,745]
directory-entry: – Ernst, Schutzmann, Erlenkamp 13, ⊠ 24 [524,938,789,954]
directory-entry: – P., Eimsbüttelerchaussee 45, H. 3, ⊠19 [1190,468,1446,484]
directory-entry: – Franz, Krahnführer, Kampstr. 16, H. 5, ⊠ 6 [857,1129,1137,1145]
directory-entry: – Meno, Gerichtsschreiber, Eimsbütteler Marktplatz 30, ⊠ 19 [191,1129,446,1162]
scan-top-margin [0,0,1600,58]
footer-notice [191,2008,1531,2033]
directory-entry: – Theod., Hellkamp 45, ⊠ 19 [1190,746,1370,762]
directory-entry: – Fr.W. E., Langenfelderdamm 47, ⊠19 [191,363,434,379]
directory-entry: – A., Rossschlachterei, Mohlenhofstr. 44, ⊠ 7 [1190,1703,1473,1719]
directory-entry: – Paul, Barbier u. Friseur, Thüringerstr. 66, ⊠ 15 [1190,729,1496,745]
directory-entry: – F., Restauration, ☎ I, 2540, Michaelisstrasse 2, ⊠ 3 [857,1094,1168,1128]
directory-entry: – H., Arbtr., Herderstr. 75/77, H. 2, ⊠ 21 [524,955,779,971]
column-1 [191,206,509,1996]
directory-entry: – W., Arbtr., Böhmersweg 12, ⊠ 17 [857,1616,1074,1632]
directory-entry: Schörling, Franz, Arbtr., Campestr. 14, ⊠ 27 [857,485,1136,501]
directory-entry: – Otto, Zollaufseher, Wielandstr. 39, ⊠23 [191,1164,447,1180]
directory-entry: – Carl, Gärtner, Barmbeckerstr. 37, H. 5, ⊠ 22 [857,1077,1147,1093]
directory-entry: – M., Maurer, Baustr. 23, H. C, ⊠ 25 [191,1042,417,1058]
previous-page-fragment: 22 [4,513,21,528]
directory-entry: – L., Kaufm., Jungfrauenthal 45, ⊠ 13 [1190,1233,1425,1249]
